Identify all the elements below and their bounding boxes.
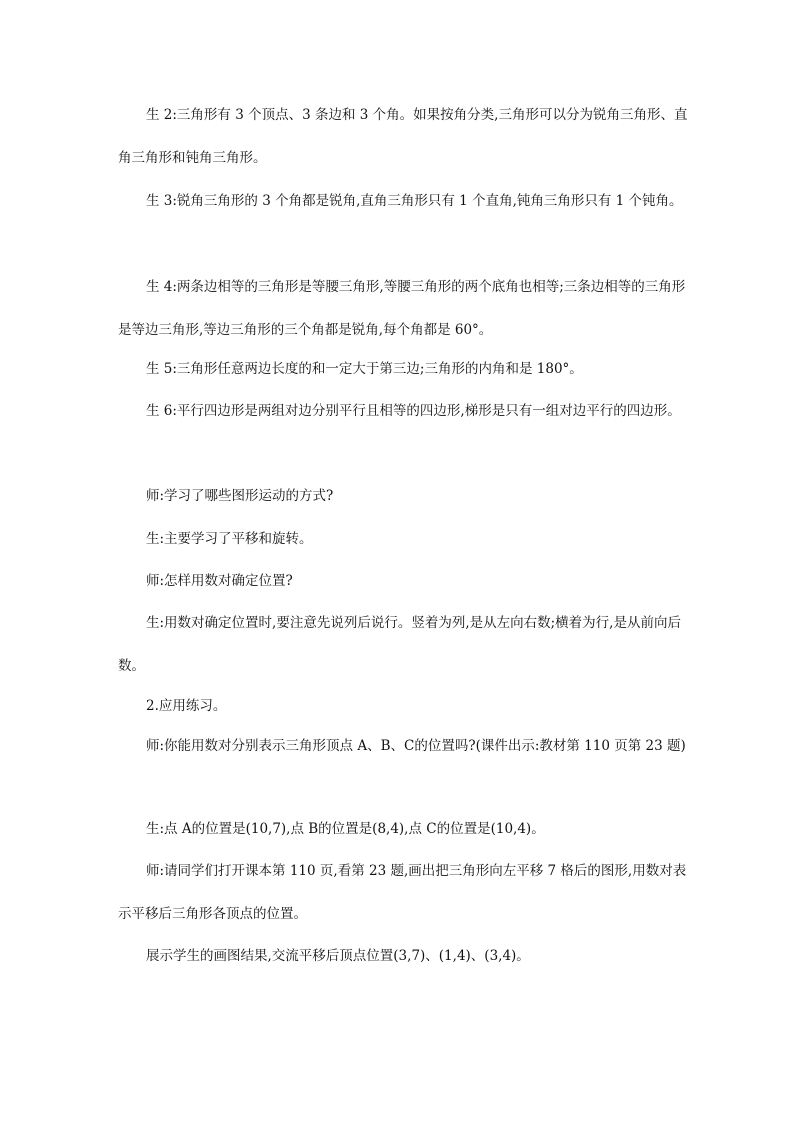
paragraph-section-heading: 2.应用练习。 xyxy=(146,698,227,714)
paragraph-student-2: 生 2:三角形有 3 个顶点、3 条边和 3 个角。如果按角分类,三角形可以分为锐角三角形、直角三角形和钝角三角形。 xyxy=(118,107,688,166)
paragraph-student-3: 生 3:锐角三角形的 3 个角都是锐角,直角三角形只有 1 个直角,钝角三角形只有 1 个钝角。 xyxy=(146,193,683,209)
paragraph-teacher-question-3: 师:你能用数对分别表示三角形顶点 A、B、C的位置吗?(课件出示:教材第 110 页第 23 题) xyxy=(146,738,686,754)
paragraph-student-6: 生 6:平行四边形是两组对边分别平行且相等的四边形,梯形是只有一组对边平行的四边形。 xyxy=(146,403,681,419)
paragraph-student-4: 生 4:两条边相等的三角形是等腰三角形,等腰三角形的两个底角也相等;三条边相等的三角形是等边三角形,等边三角形的三个角都是锐角,每个角都是 60°。 xyxy=(118,279,686,338)
paragraph-presentation-result: 展示学生的画图结果,交流平移后顶点位置(3,7)、(1,4)、(3,4)。 xyxy=(146,948,530,964)
paragraph-teacher-question-2: 师:怎样用数对确定位置? xyxy=(146,573,293,589)
paragraph-student-answer-3: 生:点 A的位置是(10,7),点 B的位置是(8,4),点 C的位置是(10,4)。 xyxy=(146,821,545,837)
paragraph-student-5: 生 5:三角形任意两边长度的和一定大于第三边;三角形的内角和是 180°。 xyxy=(146,361,583,377)
paragraph-student-answer-1: 生:主要学习了平移和旋转。 xyxy=(146,531,313,547)
paragraph-student-answer-2: 生:用数对确定位置时,要注意先说列后说行。竖着为列,是从左向右数;横着为行,是从前向后数。 xyxy=(118,615,681,674)
paragraph-teacher-question-1: 师:学习了哪些图形运动的方式? xyxy=(146,488,334,504)
paragraph-teacher-instruction: 师:请同学们打开课本第 110 页,看第 23 题,画出把三角形向左平移 7 格后的图形,用数对表示平移后三角形各顶点的位置。 xyxy=(118,863,687,922)
